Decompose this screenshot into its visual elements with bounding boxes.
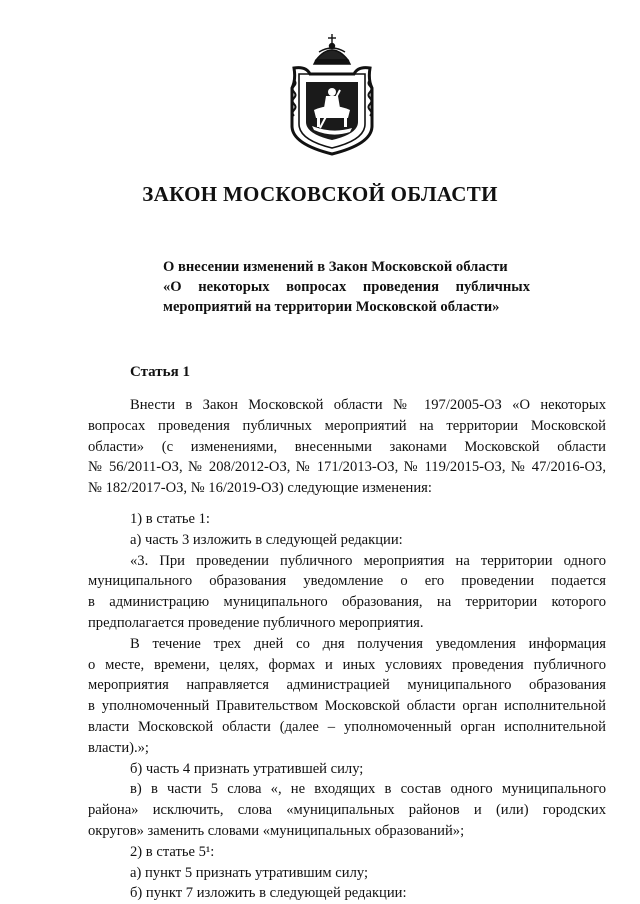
body-line: области» (с изменениями, внесенными законами Московской области xyxy=(88,438,606,455)
body-line: в уполномоченный Правительством Московской области орган исполнительной xyxy=(88,698,606,715)
body-line: власти).»; xyxy=(88,739,149,756)
body-line: в администрацию муниципального образования, на территории которого xyxy=(88,594,606,611)
body-line: предполагается проведение публичного мероприятия. xyxy=(88,614,424,631)
document-title: ЗАКОН МОСКОВСКОЙ ОБЛАСТИ xyxy=(142,182,498,206)
body-line: Внести в Закон Московской области № 197/2005-ОЗ «О некоторых xyxy=(130,397,606,413)
body-line: 1) в статье 1: xyxy=(130,510,210,527)
body-line: В течение трех дней со дня получения уведомления информация xyxy=(130,635,606,652)
subtitle-line: О внесении изменений в Закон Московской области xyxy=(163,259,508,275)
body-line: б) пункт 7 изложить в следующей редакции: xyxy=(130,885,407,902)
article-heading: Статья 1 xyxy=(130,364,190,380)
law-subtitle xyxy=(163,257,530,317)
body-line: а) часть 3 изложить в следующей редакции: xyxy=(130,531,403,548)
subtitle-line: мероприятий на территории Московской области» xyxy=(163,299,500,315)
subtitle-line: «О некоторых вопросах проведения публичных xyxy=(163,279,530,295)
body-line: «3. При проведении публичного мероприятия на территории одного xyxy=(130,552,606,569)
body-line: № 182/2017-ОЗ, № 16/2019-ОЗ) следующие изменения: xyxy=(88,480,432,497)
body-line: мероприятия направляется администрацией муниципального образования xyxy=(88,677,606,694)
body-line: власти Московской области (далее – уполномоченный орган исполнительной xyxy=(88,718,606,735)
body-line: в) в части 5 слова «, не входящих в состав одного муниципального xyxy=(130,781,606,798)
body-line: 2) в статье 5¹: xyxy=(130,843,215,860)
body-line: района» исключить, слова «муниципальных районов и (или) городских xyxy=(88,802,606,819)
body-line: б) часть 4 признать утратившей силу; xyxy=(130,760,364,777)
moscow-oblast-coat-of-arms-icon xyxy=(286,30,378,158)
article-body xyxy=(88,395,606,904)
body-line: вопросах проведения публичных мероприятий на территории Московской xyxy=(88,417,606,434)
body-line: о месте, времени, целях, формах и иных условиях проведения публичного xyxy=(88,656,606,673)
body-line: муниципального образования уведомление о его проведении подается xyxy=(88,573,606,590)
body-line: округов» заменить словами «муниципальных образований»; xyxy=(88,822,465,839)
body-line: № 56/2011-ОЗ, № 208/2012-ОЗ, № 171/2013-ОЗ, № 119/2015-ОЗ, № 47/2016-ОЗ, xyxy=(88,459,606,476)
body-line: а) пункт 5 признать утратившим силу; xyxy=(130,864,369,881)
